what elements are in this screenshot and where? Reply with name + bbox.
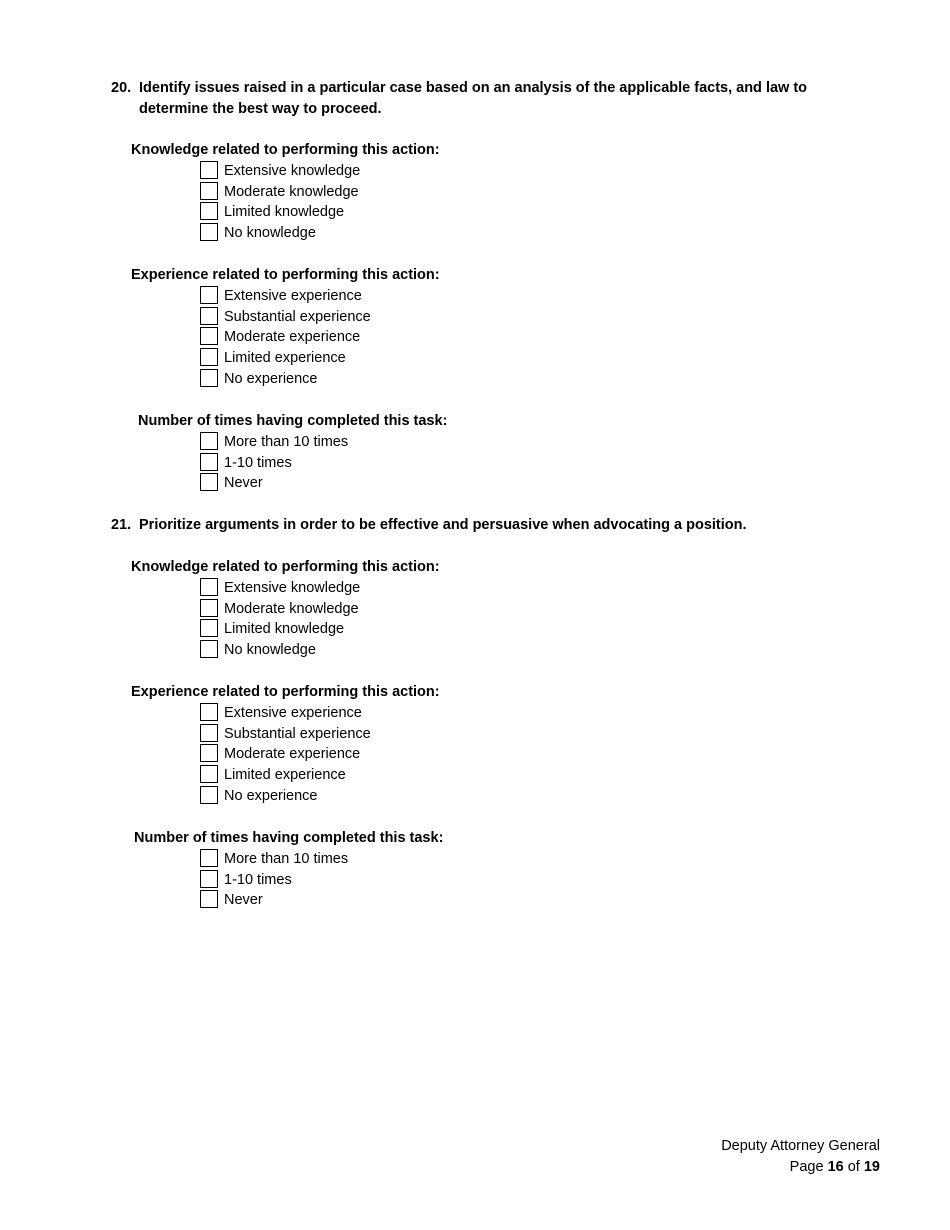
checkbox[interactable] (200, 432, 218, 450)
option-label: Substantial experience (224, 308, 371, 325)
checkbox[interactable] (200, 870, 218, 888)
q20-knowledge-option[interactable] (201, 202, 440, 223)
option-label: Limited knowledge (224, 621, 345, 638)
option-label: No experience (224, 787, 318, 804)
option-label: Never (224, 892, 263, 909)
page-current: 16 (827, 1159, 844, 1175)
page-footer (721, 1136, 880, 1178)
q20-experience-group (131, 265, 440, 390)
question-text: Prioritize arguments in order to be effective and persuasive when advocating a position. (139, 517, 747, 533)
option-label: Moderate knowledge (224, 600, 359, 617)
q20-times-group (138, 411, 447, 494)
q21-times-option[interactable] (201, 849, 443, 870)
experience-heading: Experience related to performing this action: (131, 267, 440, 283)
page-total: 19 (863, 1159, 880, 1175)
option-label: More than 10 times (224, 433, 349, 450)
option-label: Extensive experience (224, 287, 362, 304)
q20-experience-option[interactable] (201, 307, 440, 328)
times-heading: Number of times having completed this task: (138, 413, 448, 429)
q20-experience-option[interactable] (201, 369, 440, 390)
q20-knowledge-option[interactable] (201, 223, 440, 244)
q20-knowledge-option[interactable] (201, 182, 440, 203)
q21-times-option[interactable] (201, 870, 443, 891)
question-text: Identify issues raised in a particular case based on an analysis of the applicable facts, and law to determine the best way to proceed. (139, 80, 808, 117)
q20-experience-option[interactable] (201, 348, 440, 369)
q21-experience-option[interactable] (201, 765, 440, 786)
question-number: 21. (111, 517, 132, 533)
knowledge-heading: Knowledge related to performing this action: (131, 559, 440, 575)
checkbox[interactable] (200, 786, 218, 804)
option-label: No knowledge (224, 642, 316, 659)
option-label: 1-10 times (224, 871, 292, 888)
q20-experience-option[interactable] (201, 327, 440, 348)
checkbox[interactable] (200, 453, 218, 471)
knowledge-heading: Knowledge related to performing this action: (131, 142, 440, 158)
checkbox[interactable] (200, 286, 218, 304)
question-21 (111, 515, 851, 536)
question-number: 20. (111, 80, 132, 96)
q21-experience-option[interactable] (201, 703, 440, 724)
checkbox[interactable] (200, 849, 218, 867)
q21-knowledge-option[interactable] (201, 640, 440, 661)
times-heading: Number of times having completed this task: (134, 830, 444, 846)
checkbox[interactable] (200, 703, 218, 721)
option-label: More than 10 times (224, 850, 349, 867)
checkbox[interactable] (200, 348, 218, 366)
option-label: Extensive experience (224, 704, 362, 721)
q20-knowledge-group (131, 140, 440, 244)
experience-heading: Experience related to performing this action: (131, 684, 440, 700)
checkbox[interactable] (200, 223, 218, 241)
q21-times-option[interactable] (201, 890, 443, 911)
option-label: No knowledge (224, 225, 316, 242)
checkbox[interactable] (200, 640, 218, 658)
q21-knowledge-option[interactable] (201, 578, 440, 599)
checkbox[interactable] (200, 765, 218, 783)
option-label: Extensive knowledge (224, 579, 361, 596)
option-label: 1-10 times (224, 454, 292, 471)
checkbox[interactable] (200, 473, 218, 491)
q20-times-option[interactable] (201, 473, 447, 494)
checkbox[interactable] (200, 327, 218, 345)
question-20 (111, 78, 851, 119)
checkbox[interactable] (200, 202, 218, 220)
option-label: Moderate knowledge (224, 183, 359, 200)
q21-experience-option[interactable] (201, 724, 440, 745)
q20-times-option[interactable] (201, 453, 447, 474)
checkbox[interactable] (200, 599, 218, 617)
option-label: Extensive knowledge (224, 162, 361, 179)
checkbox[interactable] (200, 744, 218, 762)
option-label: Limited experience (224, 350, 346, 367)
checkbox[interactable] (200, 724, 218, 742)
page-of: of (847, 1159, 860, 1175)
checkbox[interactable] (200, 890, 218, 908)
q21-experience-option[interactable] (201, 786, 440, 807)
q20-times-option[interactable] (201, 432, 447, 453)
page-number (721, 1157, 880, 1178)
option-label: Limited knowledge (224, 204, 345, 221)
q21-times-group (134, 828, 443, 911)
checkbox[interactable] (200, 619, 218, 637)
checkbox[interactable] (200, 307, 218, 325)
option-label: Substantial experience (224, 725, 371, 742)
page-prefix: Page (789, 1159, 824, 1175)
q21-experience-group (131, 682, 440, 807)
option-label: No experience (224, 370, 318, 387)
q21-knowledge-option[interactable] (201, 619, 440, 640)
checkbox[interactable] (200, 182, 218, 200)
option-label: Moderate experience (224, 329, 361, 346)
q21-experience-option[interactable] (201, 744, 440, 765)
checkbox[interactable] (200, 161, 218, 179)
q20-experience-option[interactable] (201, 286, 440, 307)
q20-knowledge-option[interactable] (201, 161, 440, 182)
q21-knowledge-option[interactable] (201, 599, 440, 620)
option-label: Moderate experience (224, 746, 361, 763)
footer-title: Deputy Attorney General (721, 1138, 880, 1154)
option-label: Limited experience (224, 767, 346, 784)
checkbox[interactable] (200, 578, 218, 596)
q21-knowledge-group (131, 557, 440, 661)
option-label: Never (224, 475, 263, 492)
checkbox[interactable] (200, 369, 218, 387)
